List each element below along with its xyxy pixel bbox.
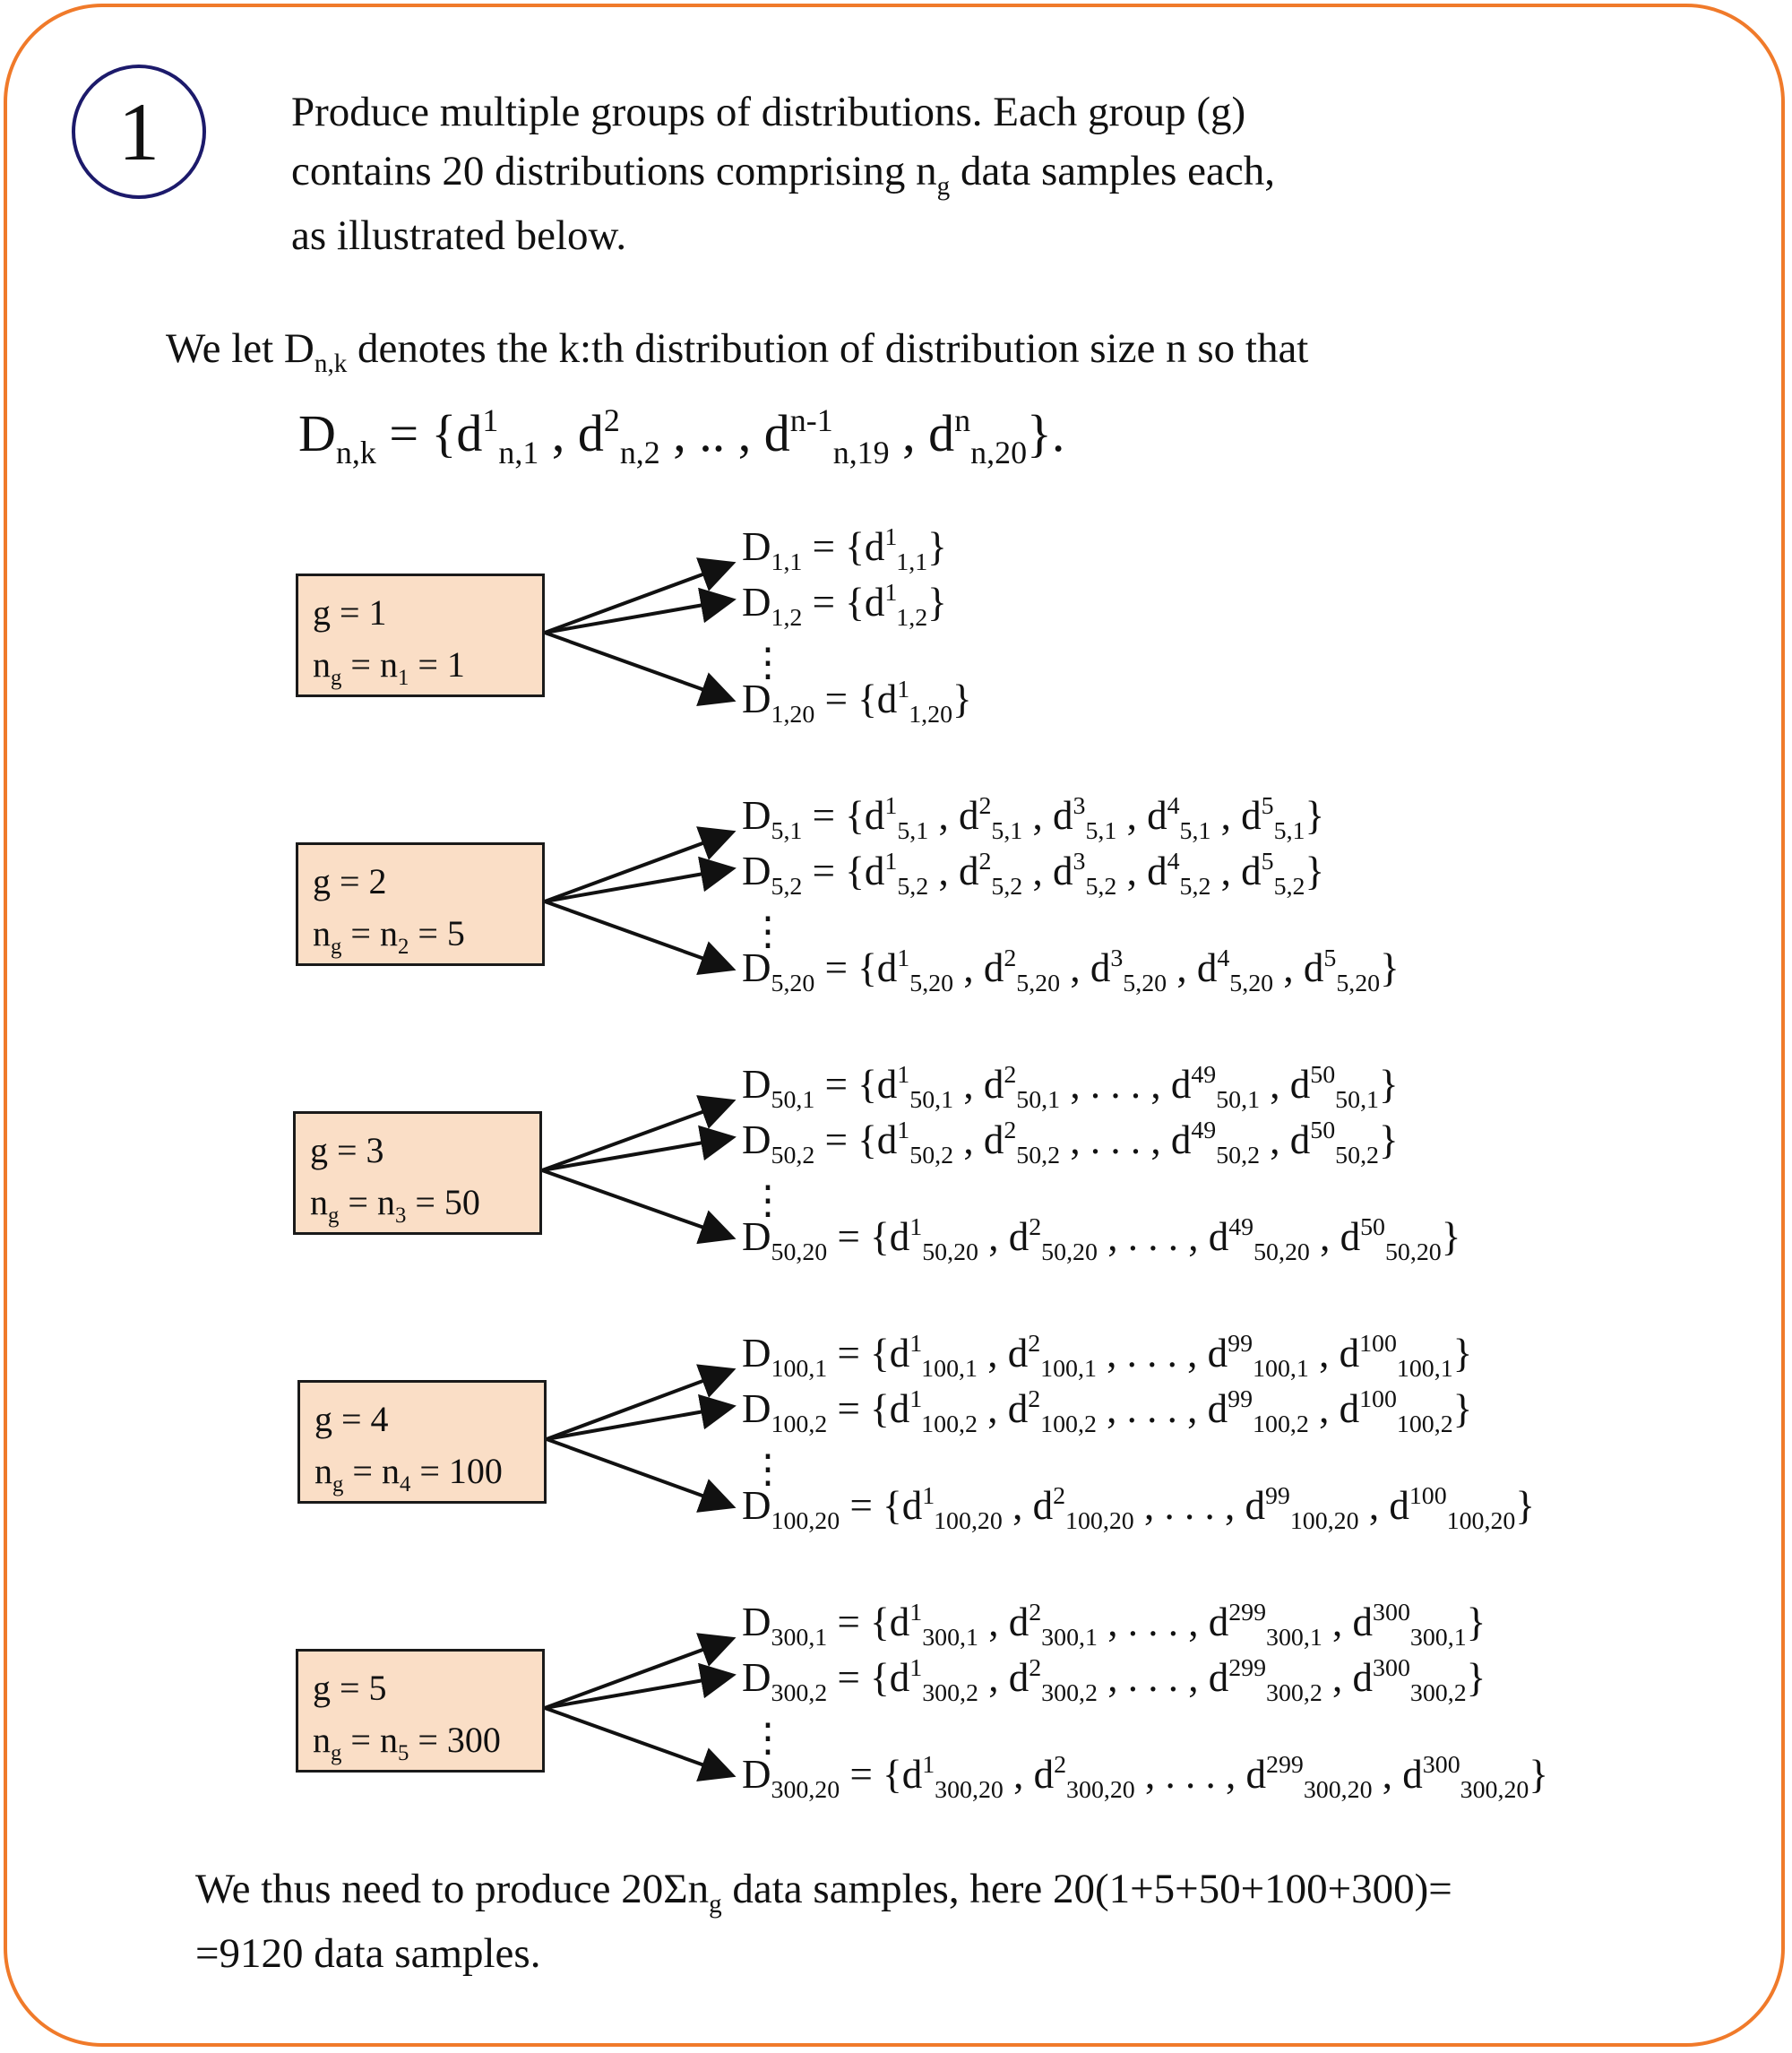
intro-line-3: as illustrated below. [291, 212, 627, 259]
group-box-5 [296, 1649, 545, 1773]
summary-text [195, 1859, 1452, 1983]
step-number: 1 [118, 86, 159, 177]
group-box-2 [296, 842, 545, 966]
group-label: g = 2 [313, 861, 387, 901]
group-label: g = 1 [313, 592, 387, 633]
arrow-2-20 [545, 901, 729, 968]
group-size-label: $n_g = n_4 = 100$ [314, 1451, 503, 1497]
distribution-3-20: $D_{50,20} = \{d^1_{50,20}$ , $d^2_{50,20}$ , . . . , $d^{49}_{50,20}$ , $d^{50}_{50,20}$} [742, 1212, 1461, 1266]
arrow-1-2 [545, 600, 729, 633]
arrow-5-20 [545, 1708, 729, 1774]
vertical-ellipsis: ⋮ [748, 1447, 788, 1491]
intro-line-1: Produce multiple groups of distributions. Each group (g) [291, 89, 1246, 135]
arrow-4-20 [547, 1439, 729, 1505]
group-label: g = 5 [313, 1668, 387, 1708]
vertical-ellipsis: ⋮ [748, 1178, 788, 1222]
intro-line-2: contains 20 distributions comprising $n_g$ data samples each, [291, 148, 1275, 202]
distribution-1-20: $D_{1,20} = \{d^1_{1,20}\}$ [742, 675, 972, 729]
group-box-1 [296, 574, 545, 697]
distribution-2-20: $D_{5,20} = \{d^1_{5,20}$ , $d^2_{5,20}$ , $d^3_{5,20}$ , $d^4_{5,20}$ , $d^5_{5,20}$} [742, 944, 1400, 997]
arrow-5-1 [545, 1640, 729, 1708]
vertical-ellipsis: ⋮ [748, 910, 788, 953]
distribution-5-2: $D_{300,2} = \{d^1_{300,2}$ , $d^2_{300,2}$ , . . . , $d^{299}_{300,2}$ , $d^{300}_{300,2}$} [742, 1653, 1486, 1707]
summary-line-1: We thus need to produce $20\Sigma n_g$ data samples, here 20(1+5+50+100+300)= [195, 1866, 1452, 1919]
arrow-5-2 [545, 1676, 729, 1708]
arrow-4-1 [547, 1371, 729, 1439]
vertical-ellipsis: ⋮ [748, 1716, 788, 1760]
group-size-label: $n_g = n_2 = 5$ [313, 913, 465, 960]
group-box-4 [297, 1380, 547, 1504]
summary-line-2: =9120 data samples. [195, 1930, 541, 1977]
arrow-1-20 [545, 633, 729, 699]
arrow-3-2 [542, 1138, 729, 1170]
arrow-3-20 [542, 1170, 729, 1237]
definition-text: We let $D_{n,k}$ denotes the k:th distribution of distribution size n so that [166, 325, 1309, 379]
group-label: g = 4 [314, 1399, 389, 1439]
distribution-4-20: $D_{100,20} = \{d^1_{100,20}$ , $d^2_{100,20}$ , . . . , $d^{99}_{100,20}$ , $d^{100}_{100,20}$} [742, 1481, 1535, 1535]
distribution-1-1: $D_{1,1} = \{d^1_{1,1}\}$ [742, 522, 947, 576]
distribution-3-2: $D_{50,2} = \{d^1_{50,2}$ , $d^2_{50,2}$ , . . . , $d^{49}_{50,2}$ , $d^{50}_{50,2}$} [742, 1116, 1399, 1169]
arrow-2-2 [545, 869, 729, 901]
group-size-label: $n_g = n_5 = 300$ [313, 1720, 501, 1766]
distribution-2-1: $D_{5,1} = \{d^1_{5,1}$ , $d^2_{5,1}$ , $d^3_{5,1}$ , $d^4_{5,1}$ , $d^5_{5,1}$} [742, 791, 1325, 845]
distribution-4-2: $D_{100,2} = \{d^1_{100,2}$ , $d^2_{100,2}$ , . . . , $d^{99}_{100,2}$ , $d^{100}_{100,2}$} [742, 1384, 1473, 1438]
group-box-3 [293, 1111, 542, 1235]
distribution-1-2: $D_{1,2} = \{d^1_{1,2}\}$ [742, 578, 947, 632]
distribution-3-1: $D_{50,1} = \{d^1_{50,1}$ , $d^2_{50,1}$ , . . . , $d^{49}_{50,1}$ , $d^{50}_{50,1}$} [742, 1060, 1399, 1114]
arrow-1-1 [545, 565, 729, 633]
distribution-5-1: $D_{300,1} = \{d^1_{300,1}$ , $d^2_{300,1}$ , . . . , $d^{299}_{300,1}$ , $d^{300}_{300,1}$} [742, 1598, 1486, 1652]
arrow-4-2 [547, 1407, 729, 1439]
distribution-5-20: $D_{300,20} = \{d^1_{300,20}$ , $d^2_{300,20}$ , . . . , $d^{299}_{300,20}$ , $d^{300}_{300,20}$} [742, 1750, 1548, 1804]
arrow-3-1 [542, 1102, 729, 1170]
group-size-label: $n_g = n_1 = 1$ [313, 644, 465, 691]
arrow-2-1 [545, 833, 729, 901]
vertical-ellipsis: ⋮ [748, 641, 788, 685]
group-label: g = 3 [310, 1130, 384, 1170]
group-size-label: $n_g = n_3 = 50$ [310, 1182, 480, 1229]
distribution-formula: $D_{n,k} = \{d^1_{n,1}$ , $d^2_{n,2}$ , .. , $d^{n-1}_{n,19}$ , $d^n_{n,20}$}. [298, 401, 1065, 470]
distribution-2-2: $D_{5,2} = \{d^1_{5,2}$ , $d^2_{5,2}$ , $d^3_{5,2}$ , $d^4_{5,2}$ , $d^5_{5,2}$} [742, 847, 1325, 901]
distribution-4-1: $D_{100,1} = \{d^1_{100,1}$ , $d^2_{100,1}$ , . . . , $d^{99}_{100,1}$ , $d^{100}_{100,1}$} [742, 1329, 1473, 1383]
